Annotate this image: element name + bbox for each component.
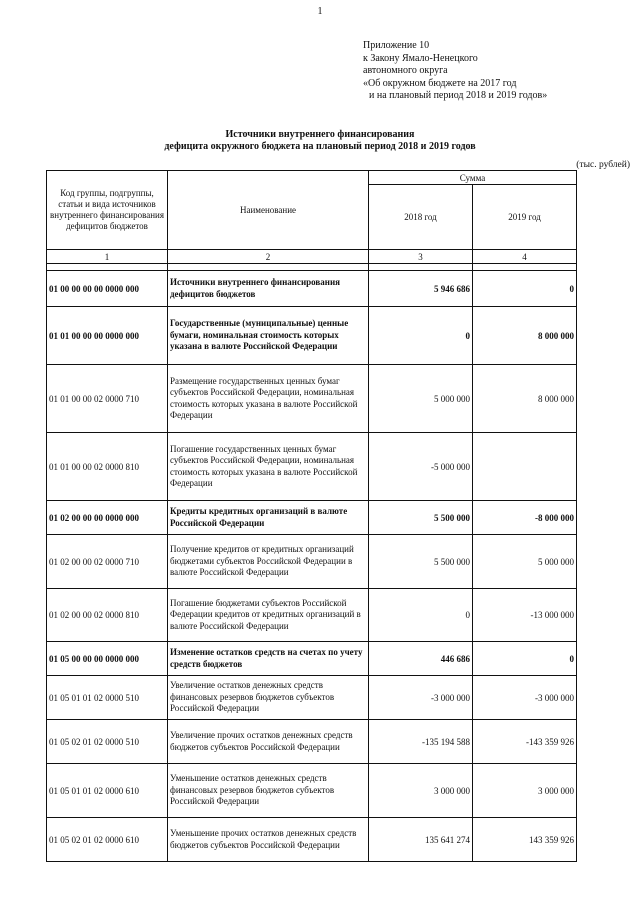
row-code: 01 05 01 01 02 0000 510 (47, 676, 168, 720)
table-row (47, 307, 577, 365)
row-code: 01 05 02 01 02 0000 610 (47, 818, 168, 862)
row-code: 01 00 00 00 00 0000 000 (47, 271, 168, 307)
row-code: 01 02 00 00 02 0000 810 (47, 589, 168, 642)
appendix-line: «Об окружном бюджете на 2017 год (363, 77, 517, 89)
row-value-2019: 143 359 926 (473, 818, 577, 862)
row-name: Погашение государственных ценных бумаг субъектов Российской Федерации, номинальная стоимость которых указана в валюте Российской Федерации (168, 433, 369, 501)
units-label: (тыс. рублей) (576, 160, 630, 170)
row-value-2019: 0 (473, 642, 577, 676)
row-code: 01 01 00 00 02 0000 810 (47, 433, 168, 501)
table-row (47, 818, 577, 862)
row-value-2018: 5 500 000 (369, 501, 473, 535)
appendix-line: автономного округа (363, 65, 448, 76)
row-value-2018: 0 (369, 307, 473, 365)
header-sum: Сумма (369, 171, 577, 185)
document-title (80, 129, 560, 153)
row-value-2019: 3 000 000 (473, 764, 577, 818)
table-row (47, 676, 577, 720)
row-name: Государственные (муниципальные) ценные бумаги, номинальная стоимость которых указана в валюте Российской Федерации (168, 307, 369, 365)
row-value-2019: 8 000 000 (473, 307, 577, 365)
row-value-2019: -3 000 000 (473, 676, 577, 720)
row-value-2019: 5 000 000 (473, 535, 577, 589)
column-number: 2 (168, 250, 369, 264)
row-code: 01 02 00 00 02 0000 710 (47, 535, 168, 589)
table-row (47, 501, 577, 535)
row-value-2018: 5 946 686 (369, 271, 473, 307)
row-value-2018: -135 194 588 (369, 720, 473, 764)
row-value-2018: 446 686 (369, 642, 473, 676)
row-name: Получение кредитов от кредитных организаций бюджетами субъектов Российской Федерации в валюте Российской Федерации (168, 535, 369, 589)
sources-table (46, 170, 577, 862)
table-row (47, 433, 577, 501)
column-number: 4 (473, 250, 577, 264)
row-name: Кредиты кредитных организаций в валюте Российской Федерации (168, 501, 369, 535)
row-value-2019: -13 000 000 (473, 589, 577, 642)
row-code: 01 05 02 01 02 0000 510 (47, 720, 168, 764)
row-name: Погашение бюджетами субъектов Российской Федерации кредитов от кредитных организаций в валюте Российской Федерации (168, 589, 369, 642)
row-name: Источники внутреннего финансирования дефицитов бюджетов (168, 271, 369, 307)
row-code: 01 01 00 00 02 0000 710 (47, 365, 168, 433)
row-code: 01 02 00 00 00 0000 000 (47, 501, 168, 535)
table-row (47, 365, 577, 433)
appendix-line: и на плановый период 2018 и 2019 годов» (369, 90, 548, 101)
page-number: 1 (317, 6, 323, 17)
table-row (47, 271, 577, 307)
title-line-2: дефицита окружного бюджета на плановый период 2018 и 2019 годов (164, 141, 476, 152)
header-code: Код группы, подгруппы, статьи и вида источников внутреннего финансирования дефицитов бюджетов (47, 171, 168, 250)
row-value-2018: 135 641 274 (369, 818, 473, 862)
column-number: 3 (369, 250, 473, 264)
row-code: 01 05 00 00 00 0000 000 (47, 642, 168, 676)
row-name: Изменение остатков средств на счетах по учету средств бюджетов (168, 642, 369, 676)
table-row (47, 720, 577, 764)
row-name: Увеличение остатков денежных средств финансовых резервов бюджетов субъектов Российской Федерации (168, 676, 369, 720)
row-name: Уменьшение остатков денежных средств финансовых резервов бюджетов субъектов Российской Федерации (168, 764, 369, 818)
row-name: Увеличение прочих остатков денежных средств бюджетов субъектов Российской Федерации (168, 720, 369, 764)
column-number: 1 (47, 250, 168, 264)
row-value-2018: -3 000 000 (369, 676, 473, 720)
row-name: Уменьшение прочих остатков денежных средств бюджетов субъектов Российской Федерации (168, 818, 369, 862)
appendix-line: к Закону Ямало-Ненецкого (363, 52, 478, 64)
table-row (47, 589, 577, 642)
row-code: 01 01 00 00 00 0000 000 (47, 307, 168, 365)
header-name: Наименование (168, 171, 369, 250)
appendix-line: Приложение 10 (363, 40, 430, 51)
title-line-1: Источники внутреннего финансирования (225, 129, 415, 140)
row-value-2018: 5 000 000 (369, 365, 473, 433)
row-value-2018: -5 000 000 (369, 433, 473, 501)
header-2019: 2019 год (473, 185, 577, 250)
row-value-2019: -143 359 926 (473, 720, 577, 764)
row-value-2018: 5 500 000 (369, 535, 473, 589)
table-row (47, 642, 577, 676)
table-row (47, 764, 577, 818)
row-value-2018: 0 (369, 589, 473, 642)
row-value-2019: 0 (473, 271, 577, 307)
row-value-2019: -8 000 000 (473, 501, 577, 535)
appendix-note (363, 40, 633, 103)
table-row (47, 535, 577, 589)
header-2018: 2018 год (369, 185, 473, 250)
row-value-2018: 3 000 000 (369, 764, 473, 818)
row-value-2019 (473, 433, 577, 501)
row-code: 01 05 01 01 02 0000 610 (47, 764, 168, 818)
row-name: Размещение государственных ценных бумаг субъектов Российской Федерации, номинальная стоимость которых указана в валюте Российской Федерации (168, 365, 369, 433)
row-value-2019: 8 000 000 (473, 365, 577, 433)
